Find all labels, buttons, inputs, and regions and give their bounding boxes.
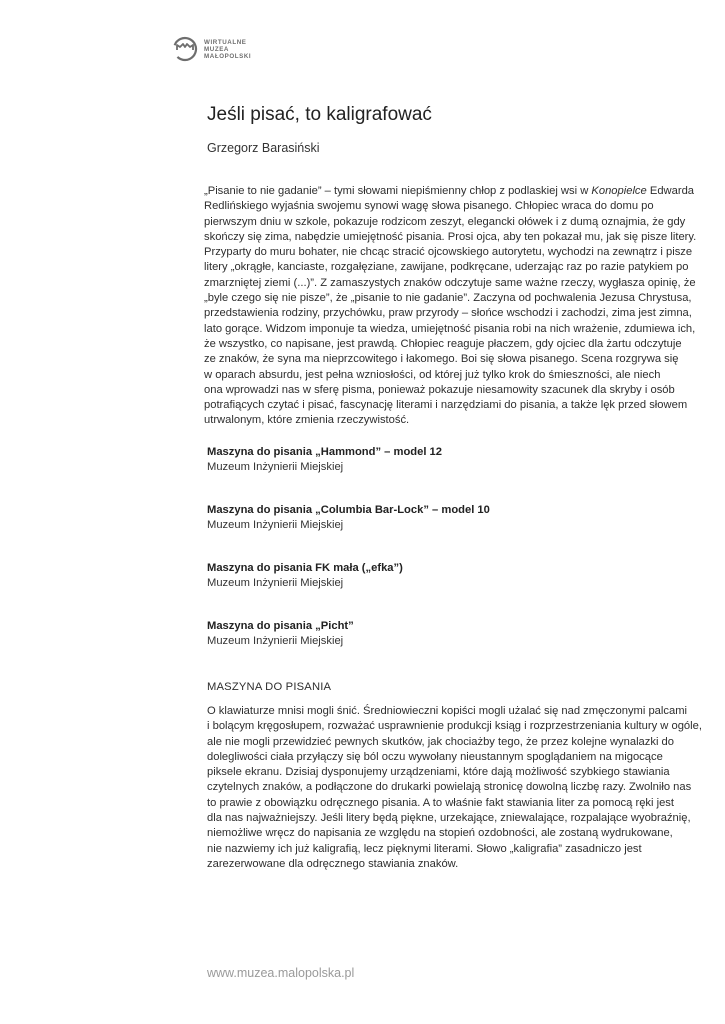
intro-line: litery „okrągłe, kanciaste, rozgałęziane, zawijane, podkręcane, uderzając raz po razie patykiem po [204,261,689,274]
logo-line-1: WIRTUALNE [204,38,247,46]
intro-line: ze znaków, że syna ma nieprzcowitego i łakomego. Boi się słowa pisanego. Scena rozgrywa się [204,353,679,366]
footer-website-link[interactable]: www.muzea.malopolska.pl [207,966,355,980]
object-title: Maszyna do pisania „Columbia Bar-Lock” – model 10 [207,504,490,516]
object-item [207,503,687,561]
body-line: piksele ekranu. Dzisiaj dysponujemy urządzeniami, które dają możliwość szybkiego stawiania [207,766,670,779]
intro-line: skończy się zima, nabędzie umiejętność pisania. Prosi ojca, aby ten pokazał mu, jak się pisze litery. [204,230,697,243]
intro-paragraph [204,184,696,429]
intro-line: przedstawienia rodziny, przychówku, praw przyrody – słońce wschodzi i zachodzi, zima jest zimna, [204,307,692,320]
body-line: niemożliwe wręcz do napisania ze względu na stopień ozdobności, ale zostaną wydrukowane, [207,827,673,840]
object-title: Maszyna do pisania „Hammond” – model 12 [207,446,442,458]
body-line: dolegliwości ciała przyłączy się ból oczu wywołany nieustannym spoglądaniem na migocące [207,750,663,763]
intro-line: lato gorące. Widzom imponuje ta wiedza, umiejętność pisania robi na nich wrażenie, zdumiewa ich, [204,322,696,335]
body-line: dla nas najważniejszy. Jeśli litery będą piękne, urzekające, zniewalające, rozpalające wyobraźnię, [207,812,691,825]
logo-line-3: MAŁOPOLSKI [204,52,252,60]
object-museum: Muzeum Inżynierii Miejskiej [207,519,344,531]
body-line: nie nazwiemy ich już kaligrafią, lecz pięknymi literami. Słowo „kaligrafia” zasadniczo jest [207,842,642,855]
logo-line-2: MUZEA [204,45,229,53]
intro-line: utrwalonym, które zmienia rzeczywistość. [204,414,410,427]
intro-line: zmarzniętej ziemi (...)”. Z zamaszystych znaków odczytuje same ważne rzeczy, wygłasza opinię, że [204,276,696,289]
intro-line-1: „Pisanie to nie gadanie” – tymi słowami niepiśmienny chłop z podlaskiej wsi w Konopielce Edwarda [204,185,695,197]
object-list [207,445,687,677]
body-paragraph [207,704,702,872]
logo-wordmark [204,39,251,60]
intro-line: Przyparty do muru bohater, nie chcąc stracić ojcowskiego autorytetu, wychodzi na zewnątrz i pisze [204,246,693,259]
intro-line: w oparach absurdu, jest pełna wzniosłości, od której już tylko krok do śmieszności, ale niech [204,368,661,381]
intro-line: ona wprowadzi nas w sferę pisma, ponieważ pokazuje niesamowity szacunek dla skryby i osób [204,383,675,396]
author-name: Grzegorz Barasiński [207,141,320,155]
intro-line: „byle czego się nie pisze”, że „pisanie to nie gadanie”. Zaczyna od pochwalenia Jezusa Chrystusa, [204,292,692,305]
museum-logo-icon [172,36,198,62]
body-line: czytelnych znaków, a podłączone do drukarki powielają stronicę dowolną liczbę razy. Zwolniło nas [207,781,692,794]
object-item [207,561,687,619]
object-item [207,619,687,677]
body-line: ale nie mogli przewidzieć pewnych skutków, jak chociażby tego, że przez kolejne wynalazki do [207,735,675,748]
intro-line: pierwszym dniu w szkole, pokazuje rodzicom zeszyt, elegancki ołówek i z dumą oznajmia, że gdy [204,215,686,228]
object-title: Maszyna do pisania FK mała („efka”) [207,562,403,574]
body-line: O klawiaturze mnisi mogli śnić. Średniowieczni kopiści mogli użalać się nad zmęczonymi palcami [207,705,687,717]
object-item [207,445,687,503]
museum-logo[interactable] [172,36,251,62]
object-museum: Muzeum Inżynierii Miejskiej [207,635,344,647]
section-heading: MASZYNA DO PISANIA [207,681,332,693]
object-museum: Muzeum Inżynierii Miejskiej [207,461,344,473]
page-title: Jeśli pisać, to kaligrafować [207,104,432,125]
intro-line: potrafiących czytać i pisać, fascynację literami i narzędziami do pisania, a także lęk przed słowem [204,399,688,412]
object-title: Maszyna do pisania „Picht” [207,620,354,632]
object-museum: Muzeum Inżynierii Miejskiej [207,577,344,589]
intro-line: Redlińskiego wyjaśnia swojemu synowi wagę słowa pisanego. Chłopiec wraca do domu po [204,200,654,213]
body-line: i bolącym kręgosłupem, rozważać usprawnienie produkcji ksiąg i rozprzestrzeniania kultury w ogóle, [207,720,702,733]
intro-line: że wszystko, co napisane, jest prawdą. Chłopiec reaguje płaczem, gdy ojciec dla żartu odczytuje [204,337,682,350]
body-line: to prawie z obowiązku odręcznego pisania. A to właśnie fakt stawiania liter za pomocą ręki jest [207,796,675,809]
body-line: zarezerwowane dla odręcznego stawiania znaków. [207,857,459,870]
